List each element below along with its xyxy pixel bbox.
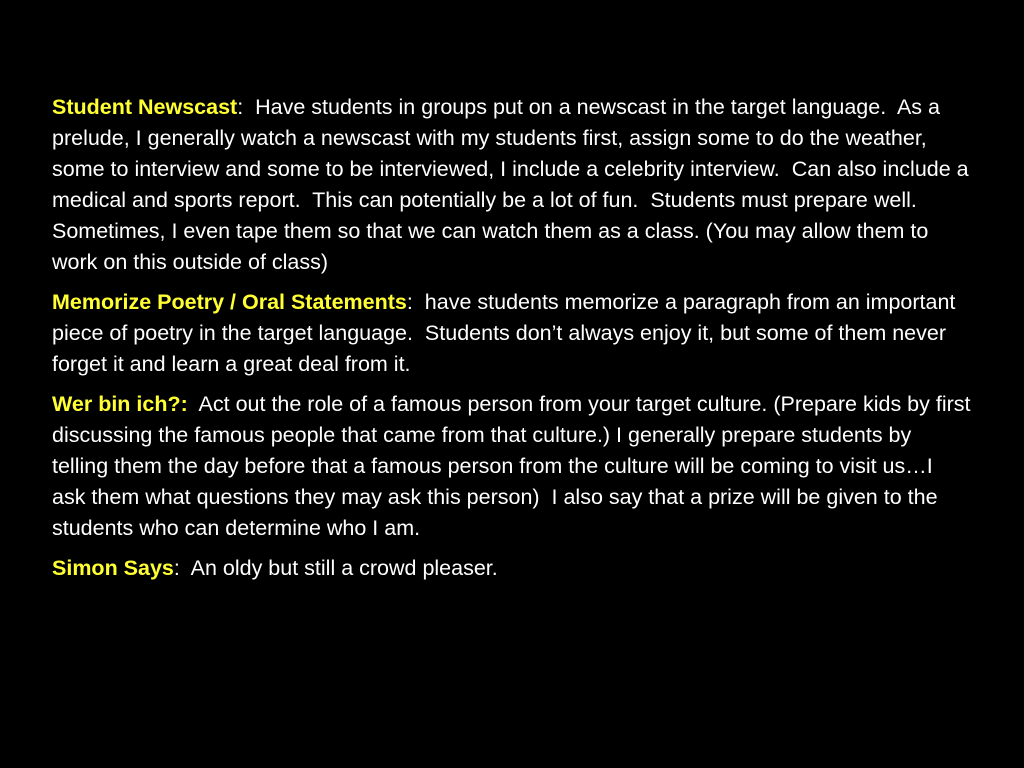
term-separator: : xyxy=(406,290,425,314)
term-student-newscast: Student Newscast xyxy=(52,95,238,119)
term-memorize-poetry: Memorize Poetry / Oral Statements xyxy=(52,290,407,314)
paragraph-wer-bin-ich xyxy=(52,389,977,544)
description-student-newscast: Have students in groups put on a newscast in the target language. As a prelude, I generally watch a newscast with my students first, assign some to do the weather, some to interview and some to be interviewed, I include a celebrity interview. Can also include a medical and sports report. This can potentially be a lot of fun. Students must prepare well. Sometimes, I even tape them so that we can watch them as a class. (You may allow them to work on this outside of class) xyxy=(52,95,975,274)
paragraph-student-newscast xyxy=(52,92,975,278)
description-memorize-poetry: have students memorize a paragraph from an important piece of poetry in the target language. Students don’t always enjoy it, but some of them never forget it and learn a great deal from it. xyxy=(52,290,962,376)
term-wer-bin-ich: Wer bin ich?: xyxy=(52,392,188,416)
term-separator: : xyxy=(173,556,191,580)
term-separator: : xyxy=(237,95,256,119)
term-separator xyxy=(188,392,199,416)
description-wer-bin-ich: Act out the role of a famous person from your target culture. (Prepare kids by first discussing the famous people that came from that culture.) I generally prepare students by telling them the day before that a famous person from the culture will be coming to visit us…I ask them what questions they may ask this person) I also say that a prize will be given to the students who can determine who I am. xyxy=(52,392,977,540)
slide-content xyxy=(52,92,977,593)
description-simon-says: An oldy but still a crowd pleaser. xyxy=(190,556,498,580)
paragraph-memorize-poetry xyxy=(52,287,972,380)
term-simon-says: Simon Says xyxy=(52,556,174,580)
paragraph-simon-says xyxy=(52,553,972,584)
